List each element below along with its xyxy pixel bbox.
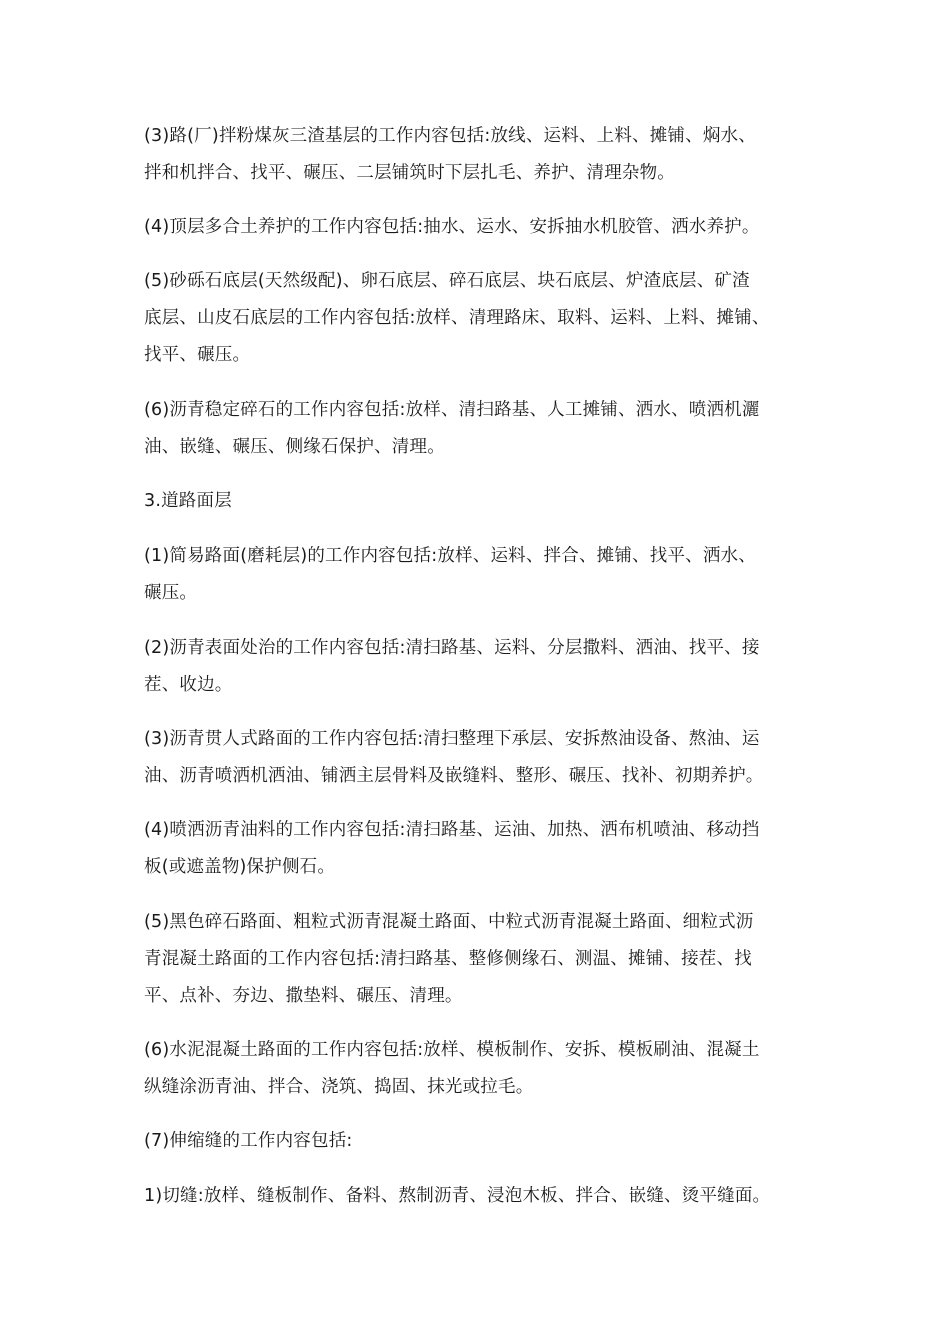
text-line: (3)沥青贯人式路面的工作内容包括:清扫整理下承层、安拆熬油设备、熬油、运 — [144, 729, 760, 749]
text-line: (5)黑色碎石路面、粗粒式沥青混凝土路面、中粒式沥青混凝土路面、细粒式沥 — [144, 912, 754, 932]
text-line: (3)路(厂)拌粉煤灰三渣基层的工作内容包括:放线、运料、上料、摊铺、焖水、 — [144, 126, 756, 146]
text-line: (6)沥青稳定碎石的工作内容包括:放样、清扫路基、人工摊铺、洒水、喷洒机灑 — [144, 400, 760, 420]
paragraph-joint-1 — [144, 1178, 814, 1215]
text-line: 碾压。 — [144, 583, 198, 603]
paragraph-surface-5 — [144, 904, 814, 1015]
text-line: (6)水泥混凝土路面的工作内容包括:放样、模板制作、安拆、模板刷油、混凝土 — [144, 1040, 760, 1060]
paragraph-surface-4 — [144, 812, 814, 886]
text-line: (1)简易路面(磨耗层)的工作内容包括:放样、运料、拌合、摊铺、找平、洒水、 — [144, 546, 756, 566]
section-heading — [144, 483, 814, 520]
text-line: 纵缝涂沥青油、拌合、浇筑、捣固、抹光或拉毛。 — [144, 1077, 534, 1097]
text-line: (4)顶层多合土养护的工作内容包括:抽水、运水、安拆抽水机胶管、洒水养护。 — [144, 217, 760, 237]
text-line: 找平、碾压。 — [144, 345, 251, 365]
text-line: 底层、山皮石底层的工作内容包括:放样、清理路床、取料、运料、上料、摊铺、 — [144, 308, 770, 328]
text-line: 油、嵌缝、碾压、侧缘石保护、清理。 — [144, 437, 445, 457]
text-line: (7)伸缩缝的工作内容包括: — [144, 1131, 353, 1151]
text-line: 平、点补、夯边、撒垫料、碾压、清理。 — [144, 986, 463, 1006]
paragraph-surface-3 — [144, 721, 814, 795]
paragraph-base-6 — [144, 392, 814, 466]
text-line: 拌和机拌合、找平、碾压、二层铺筑时下层扎毛、养护、清理杂物。 — [144, 163, 675, 183]
text-line: (2)沥青表面处治的工作内容包括:清扫路基、运料、分层撒料、洒油、找平、接 — [144, 638, 760, 658]
text-line: 青混凝土路面的工作内容包括:清扫路基、整修侧缘石、测温、摊铺、接茬、找 — [144, 949, 752, 969]
paragraph-surface-2 — [144, 630, 814, 704]
paragraph-base-4 — [144, 209, 814, 246]
paragraph-base-3 — [144, 118, 814, 192]
text-line: 茬、收边。 — [144, 675, 233, 695]
text-line: (4)喷洒沥青油料的工作内容包括:清扫路基、运油、加热、洒布机喷油、移动挡 — [144, 820, 760, 840]
paragraph-surface-6 — [144, 1032, 814, 1106]
text-line: 板(或遮盖物)保护侧石。 — [144, 857, 336, 877]
paragraph-surface-7 — [144, 1123, 814, 1160]
text-line: 油、沥青喷洒机洒油、铺洒主层骨料及嵌缝料、整形、碾压、找补、初期养护。 — [144, 766, 764, 786]
text-line: 1)切缝:放样、缝板制作、备料、熬制沥青、浸泡木板、拌合、嵌缝、烫平缝面。 — [144, 1186, 771, 1206]
paragraph-base-5 — [144, 263, 814, 374]
paragraph-surface-1 — [144, 538, 814, 612]
text-line: (5)砂砾石底层(天然级配)、卵石底层、碎石底层、块石底层、炉渣底层、矿渣 — [144, 271, 750, 291]
text-line: 3.道路面层 — [144, 491, 232, 511]
